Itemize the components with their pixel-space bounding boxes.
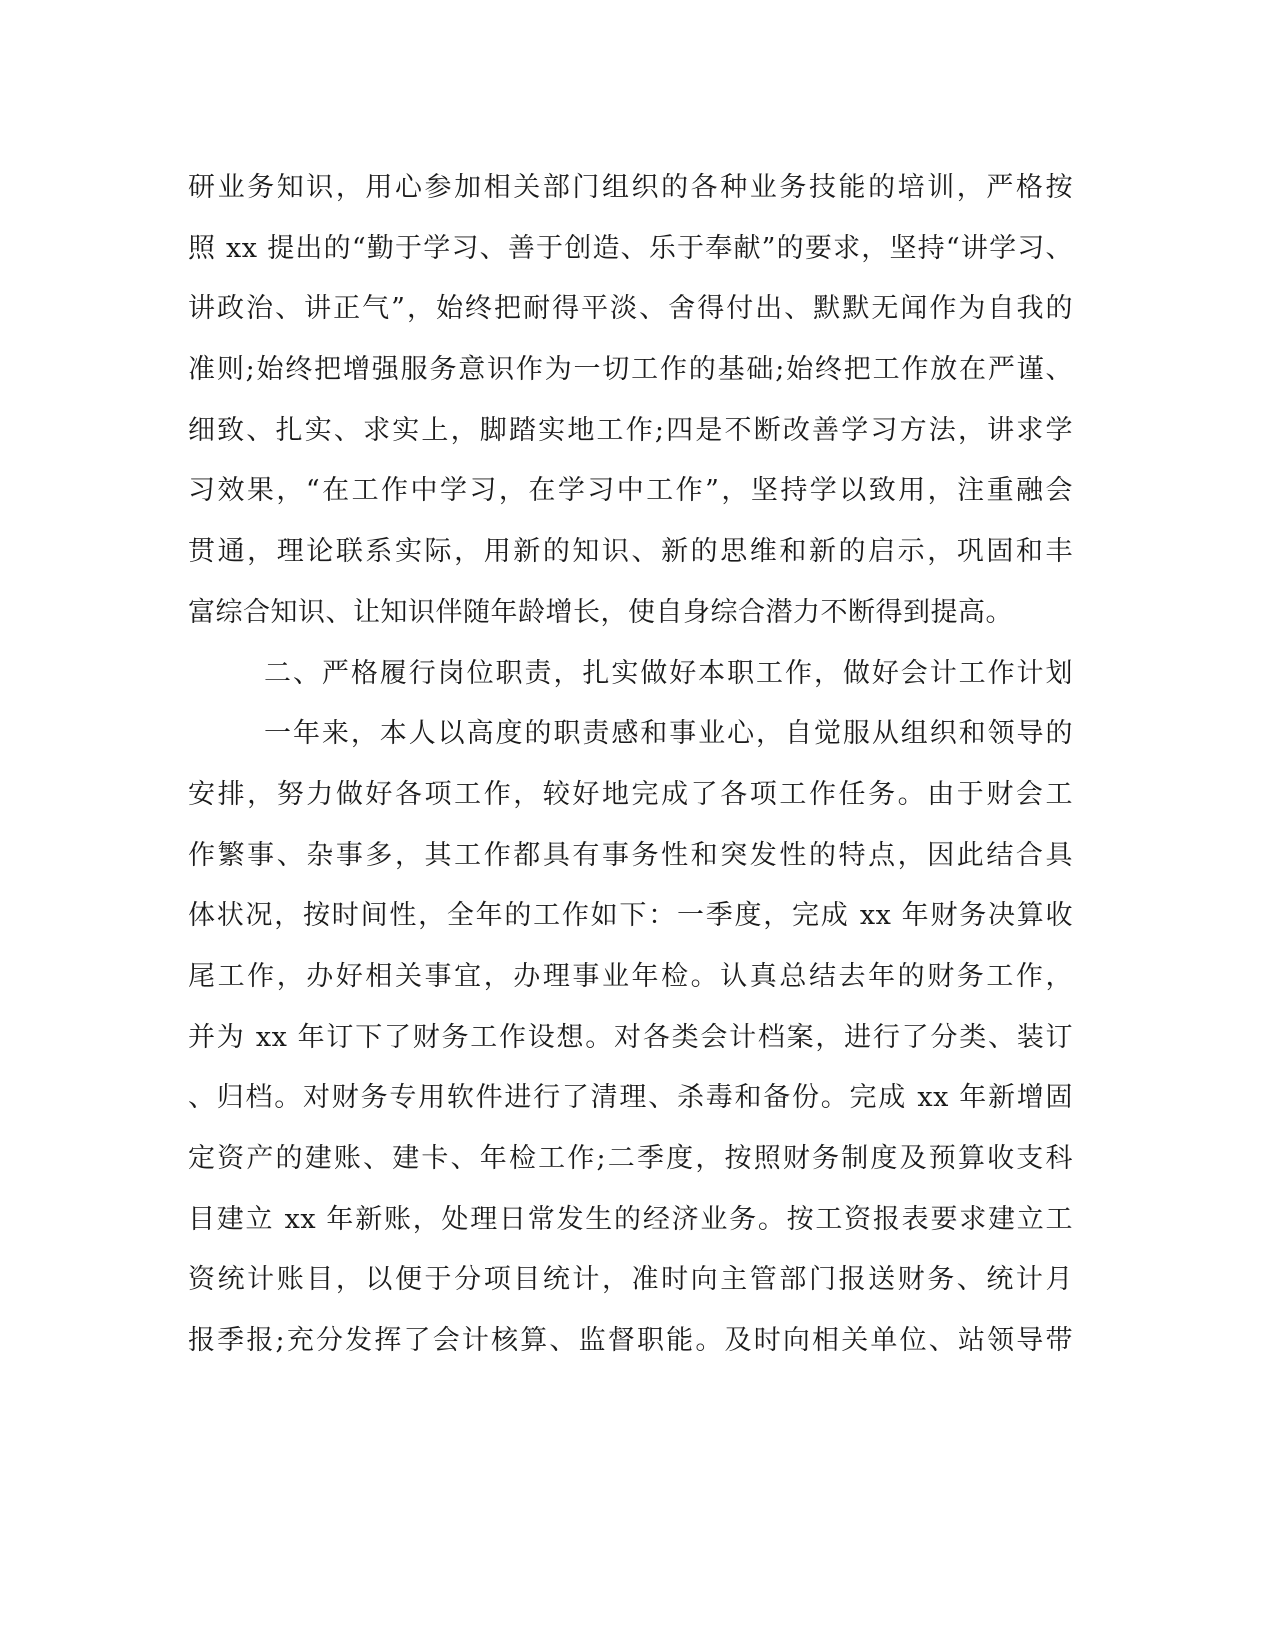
text-line-4: 准则;始终把增强服务意识作为一切工作的基础;始终把工作放在严谨、 [188,354,1073,386]
text-line-14: 尾工作，办好相关事宜，办理事业年检。认真总结去年的财务工作， [188,960,1073,992]
text-line-16: 、归档。对财务专用软件进行了清理、杀毒和备份。完成 xx 年新增固 [188,1082,1073,1114]
text-line-6: 习效果，“在工作中学习，在学习中工作”，坚持学以致用，注重融会 [188,475,1073,507]
text-line-3: 讲政治、讲正气”，始终把耐得平淡、舍得付出、默默无闻作为自我的 [188,293,1073,325]
text-line-17: 定资产的建账、建卡、年检工作;二季度，按照财务制度及预算收支科 [188,1143,1073,1174]
text-line-1: 研业务知识，用心参加相关部门组织的各种业务技能的培训，严格按 [188,172,1073,203]
text-line-11: 安排，努力做好各项工作，较好地完成了各项工作任务。由于财会工 [188,778,1073,810]
text-line-15: 并为 xx 年订下了财务工作设想。对各类会计档案，进行了分类、装订 [188,1021,1073,1053]
text-line-5: 细致、扎实、求实上，脚踏实地工作;四是不断改善学习方法，讲求学 [188,414,1073,446]
text-line-20: 报季报;充分发挥了会计核算、监督职能。及时向相关单位、站领导带 [188,1325,1073,1357]
text-line-2: 照 xx 提出的“勤于学习、善于创造、乐于奉献”的要求，坚持“讲学习、 [188,232,1073,264]
section-heading: 二、严格履行岗位职责，扎实做好本职工作，做好会计工作计划 [264,657,1073,689]
text-line-7: 贯通，理论联系实际，用新的知识、新的思维和新的启示，巩固和丰 [188,536,1073,568]
text-line-10: 一年来，本人以高度的职责感和事业心，自觉服从组织和领导的 [264,718,1073,750]
text-line-12: 作繁事、杂事多，其工作都具有事务性和突发性的特点，因此结合具 [188,839,1073,871]
text-line-18: 目建立 xx 年新账，处理日常发生的经济业务。按工资报表要求建立工 [188,1203,1073,1235]
text-line-19: 资统计账目，以便于分项目统计，准时向主管部门报送财务、统计月 [188,1264,1073,1296]
text-line-8: 富综合知识、让知识伴随年龄增长，使自身综合潜力不断得到提高。 [188,596,1013,628]
text-line-13: 体状况，按时间性，全年的工作如下：一季度，完成 xx 年财务决算收 [188,900,1073,932]
document-body [188,158,1073,1372]
